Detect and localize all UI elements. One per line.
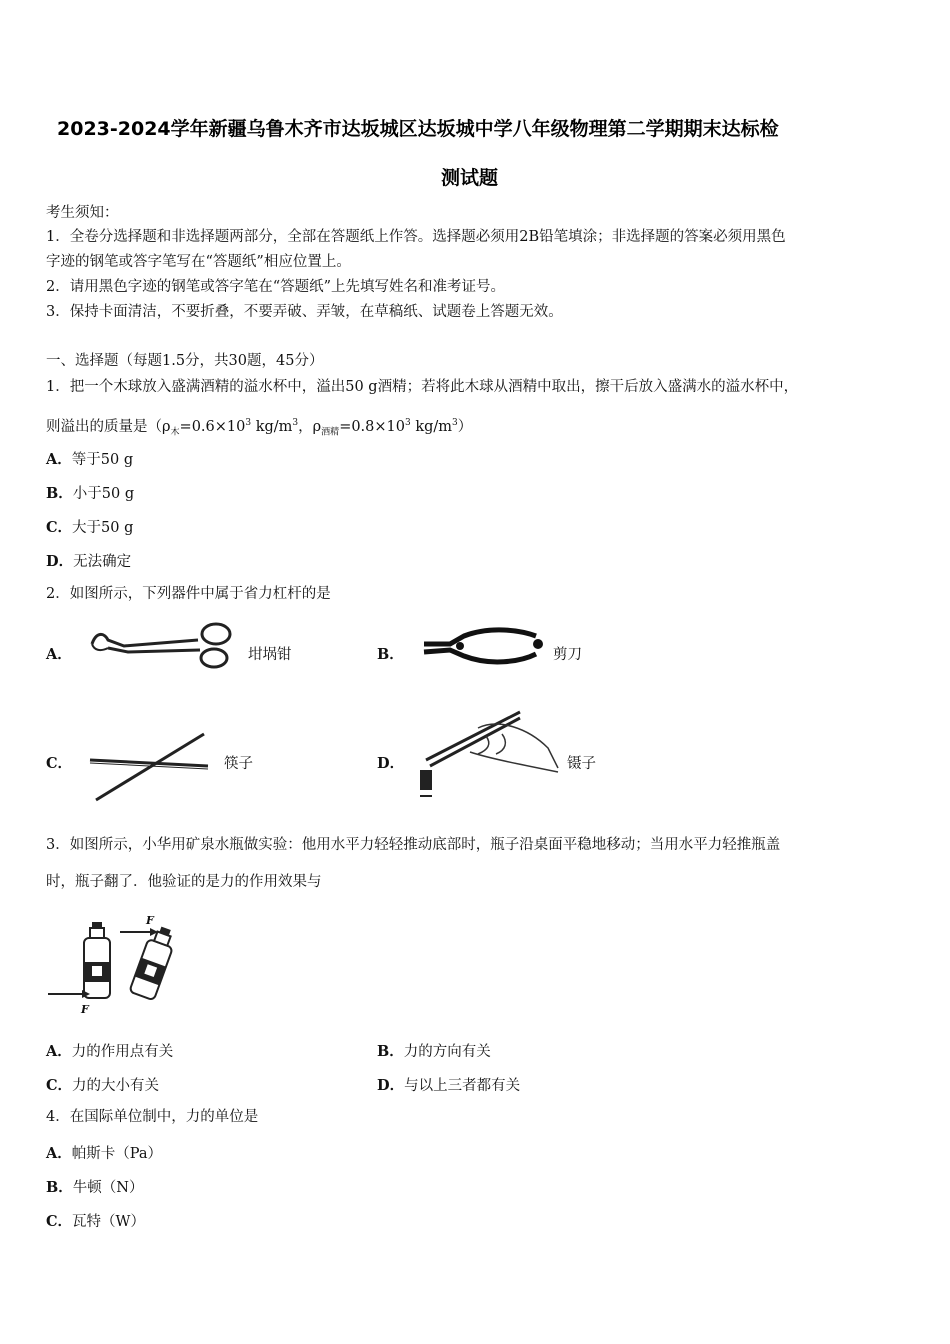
q3-option-a[interactable]: A．力的作用点有关 (46, 1043, 174, 1060)
question-3-stem: 3．如图所示，小华用矿泉水瓶做实验：他用水平力轻轻推动底部时，瓶子沿桌面平稳地移动；当用水平力轻推瓶盖 (46, 837, 781, 853)
pliers-figure (420, 622, 545, 670)
crucible-tongs-figure (88, 618, 238, 674)
q4-option-a[interactable]: A．帕斯卡（Pa） (46, 1145, 163, 1162)
question-3-stem-continued: 时，瓶子翻了．他验证的是力的作用效果与 (46, 874, 322, 890)
q4-option-c[interactable]: C．瓦特（W） (46, 1213, 145, 1230)
q1-option-d[interactable]: D．无法确定 (46, 553, 132, 570)
notice-item: 3．保持卡面清洁，不要折叠，不要弄破、弄皱，在草稿纸、试题卷上答题无效。 (46, 304, 563, 320)
page-title-continued: 测试题 (441, 167, 499, 189)
q1-option-b[interactable]: B．小于50 g (46, 485, 135, 502)
q4-option-b[interactable]: B．牛顿（N） (46, 1179, 144, 1196)
question-1-formula: 则溢出的质量是（$\rho_木=0.6\times 10^3$ $kg/m^3$，$\rho_{酒精}=0.8\times 10^3$ $kg/m^3$） (46, 418, 473, 438)
notice-item: 2．请用黑色字迹的钢笔或答字笔在“答题纸”上先填写姓名和准考证号。 (46, 279, 506, 295)
question-4-stem: 4．在国际单位制中，力的单位是 (46, 1109, 259, 1125)
q2-option-c-letter[interactable]: C． (46, 755, 73, 772)
q2-option-b-letter[interactable]: B． (377, 646, 404, 663)
question-2-stem: 2．如图所示，下列器件中属于省力杠杆的是 (46, 586, 331, 602)
q2-option-c-label: 筷子 (224, 756, 253, 772)
q3-option-b[interactable]: B．力的方向有关 (377, 1043, 491, 1060)
q2-option-d-letter[interactable]: D． (377, 755, 405, 772)
question-1-stem: 1．把一个木球放入盛满酒精的溢水杯中，溢出50 g酒精；若将此木球从酒精中取出，擦干后放入盛满水的溢水杯中， (46, 379, 799, 395)
notice-heading: 考生须知： (46, 205, 119, 221)
q2-option-b-label: 剪刀 (553, 647, 582, 663)
bottle-experiment-figure (44, 912, 189, 1020)
force-label-top: F (146, 914, 154, 927)
q3-option-d[interactable]: D．与以上三者都有关 (377, 1077, 521, 1094)
q3-option-c[interactable]: C．力的大小有关 (46, 1077, 160, 1094)
section-heading: 一、选择题（每题1.5分，共30题，45分） (46, 353, 324, 369)
page-title: 2023-2024学年新疆乌鲁木齐市达坂城区达坂城中学八年级物理第二学期期末达标检 (57, 118, 779, 140)
q1-option-a[interactable]: A．等于50 g (46, 451, 134, 468)
tweezers-figure (408, 708, 568, 804)
notice-item: 字迹的钢笔或答字笔写在“答题纸”相应位置上。 (46, 254, 351, 270)
q1-option-c[interactable]: C．大于50 g (46, 519, 134, 536)
q2-option-a-label: 坩埚钳 (248, 647, 292, 663)
notice-item: 1．全卷分选择题和非选择题两部分，全部在答题纸上作答。选择题必须用2B铅笔填涂；非选择题的答案必须用黑色 (46, 229, 786, 245)
force-label-bottom: F (81, 1003, 89, 1016)
q2-option-a-letter[interactable]: A． (46, 646, 72, 663)
q2-option-d-label: 镊子 (567, 756, 596, 772)
chopsticks-figure (86, 730, 211, 804)
